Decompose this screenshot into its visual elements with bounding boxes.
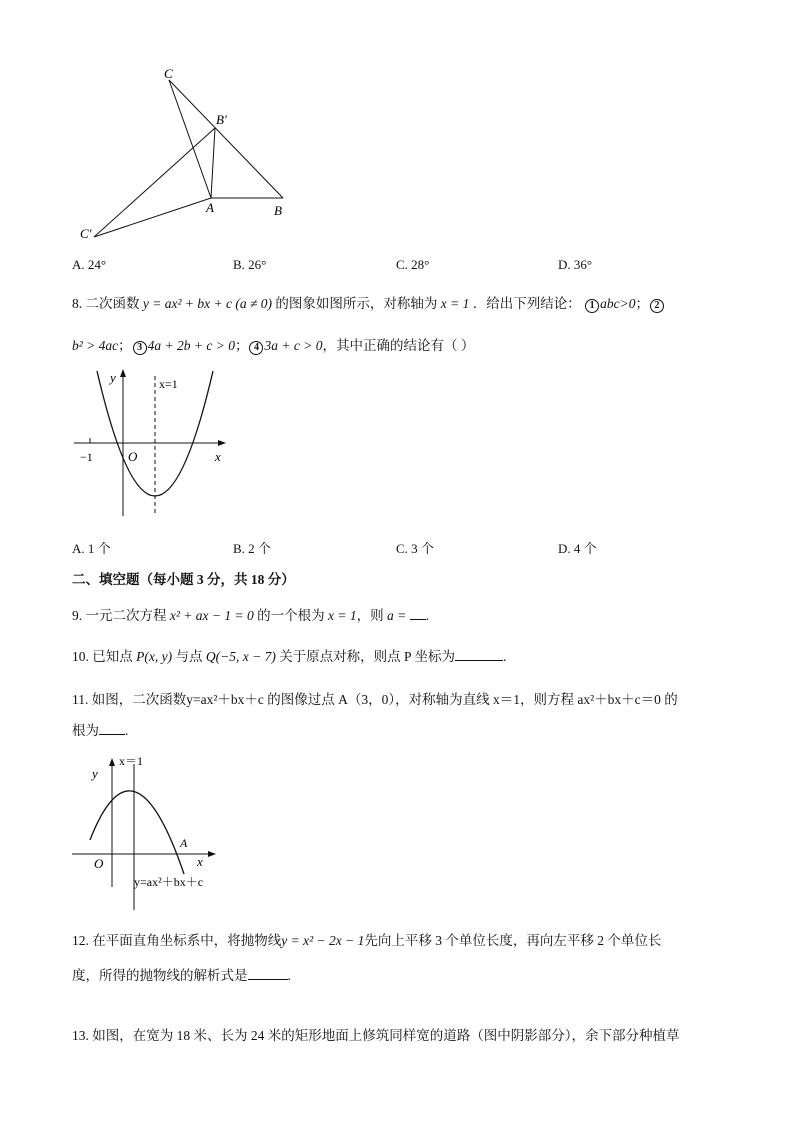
label-neg1: −1 — [80, 450, 93, 464]
q10-number: 10. — [72, 649, 89, 664]
q8-option-d[interactable]: D. 4 个 — [558, 541, 597, 556]
q12-text2: 度，所得的抛物线的解析式是 — [72, 968, 248, 983]
section-fill-in-blank-heading: 二、填空题（每小题 3 分，共 18 分） — [72, 572, 295, 587]
q9-text2: 的一个根为 — [257, 608, 325, 623]
q9-text3: ，则 — [356, 608, 384, 623]
q8-option-a[interactable]: A. 1 个 — [72, 541, 111, 556]
y-axis-arrow — [109, 758, 115, 766]
q8-text-mid: 的图象如图所示，对称轴为 — [275, 296, 438, 311]
segment-cprime-bprime — [94, 128, 215, 237]
conclusion-3-mark: 3 — [133, 341, 147, 355]
q10-end: . — [502, 649, 507, 664]
q8-option-b[interactable]: B. 2 个 — [233, 541, 271, 556]
q7-option-b[interactable]: B. 26° — [233, 257, 267, 272]
label-b: B — [274, 203, 282, 218]
label-origin: O — [94, 856, 104, 871]
q10-point-q: Q(−5, x − 7) — [205, 649, 276, 664]
q10-text1: 已知点 — [92, 649, 133, 664]
label-x1: x＝1 — [119, 754, 144, 768]
q8-line1: 8. 二次函数 y = ax² + bx + c (a ≠ 0) 的图象如图所示，对称轴为 x = 1 ．给出下列结论： 1 abc>0； 2 — [72, 292, 665, 313]
q10-text3: 关于原点对称，则点 P 坐标为 — [279, 649, 455, 664]
q8-function: y = ax² + bx + c (a ≠ 0) — [142, 296, 272, 311]
q8-text-start: 二次函数 — [85, 296, 140, 311]
conclusion-2-mark: 2 — [650, 299, 664, 313]
conclusion-2: b² > 4ac — [72, 338, 119, 353]
segment-c-b — [169, 80, 283, 198]
segment-cprime-a — [94, 198, 211, 237]
q9-root: x = 1 — [328, 608, 357, 623]
y-axis-arrow — [120, 369, 126, 377]
label-x1: x=1 — [159, 377, 178, 391]
q9-var: a = — [386, 608, 407, 623]
conclusion-1: abc>0 — [600, 296, 636, 311]
parabola-figure-q8 — [70, 366, 235, 521]
q9-equation: x² + ax − 1 = 0 — [169, 608, 254, 623]
label-x: x — [197, 854, 203, 869]
label-y: y — [92, 766, 98, 781]
q12-text1a: 在平面直角坐标系中，将抛物线 — [92, 933, 282, 948]
q7-option-d[interactable]: D. 36° — [558, 257, 593, 272]
q11-answer-blank[interactable] — [99, 722, 125, 735]
q12-end: . — [287, 968, 291, 983]
label-a: A — [206, 200, 214, 215]
label-a: A — [180, 836, 188, 850]
q8-number: 8. — [72, 296, 83, 311]
q11-text2: 根为 — [72, 723, 99, 738]
q8-line2: b² > 4ac； 3 4a + 2b + c > 0； 4 3a + c > 0，其中正确的结论有（ ） — [72, 338, 475, 353]
q11-end: . — [125, 723, 129, 738]
q12-number: 12. — [72, 933, 89, 948]
q8-axis: x = 1 — [440, 296, 470, 311]
conclusion-4: 3a + c > 0 — [264, 338, 323, 353]
label-b-prime: B′ — [216, 112, 227, 127]
q10-point-p: P(x, y) — [136, 649, 173, 664]
x-axis-arrow — [218, 440, 226, 446]
q7-option-c[interactable]: C. 28° — [396, 257, 430, 272]
q7-option-a[interactable]: A. 24° — [72, 257, 107, 272]
q12-equation: y = x² − 2x − 1 — [281, 933, 365, 948]
label-c: C — [164, 66, 173, 81]
q8-option-c[interactable]: C. 3 个 — [396, 541, 434, 556]
triangle-rotation-figure — [70, 60, 300, 250]
q11-number: 11. — [72, 692, 89, 707]
q9-answer-blank[interactable] — [410, 607, 426, 620]
segment-a-bprime — [211, 128, 215, 198]
q11-text: 如图，二次函数y=ax²＋bx＋c 的图像过点 A（3，0），对称轴为直线 x＝1，则方程 ax²＋bx＋c＝0 的 — [91, 692, 678, 707]
q8-text-end: ．给出下列结论： — [472, 296, 581, 311]
q12-line1 — [72, 929, 661, 949]
q9-text1: 一元二次方程 — [85, 608, 167, 623]
label-y: y — [110, 370, 116, 385]
q11-line2 — [72, 719, 128, 739]
parabola-curve — [90, 791, 184, 874]
q10-answer-blank[interactable] — [455, 648, 503, 661]
q10-text2: 与点 — [175, 649, 203, 664]
q8-tail: ，其中正确的结论有（ ） — [322, 338, 475, 353]
conclusion-4-mark: 4 — [249, 341, 263, 355]
conclusion-3: 4a + 2b + c > 0 — [147, 338, 235, 353]
segment-c-a — [169, 80, 211, 198]
q9-number: 9. — [72, 608, 83, 623]
label-origin: O — [128, 449, 138, 464]
q9-line — [72, 604, 429, 624]
q10-line — [72, 645, 506, 665]
q11-line1 — [72, 688, 678, 708]
x-axis-arrow — [208, 851, 216, 857]
label-function: y=ax²＋bx＋c — [134, 875, 204, 889]
q12-text1b: 先向上平移 3 个单位长度，再向左平移 2 个单位长 — [364, 933, 662, 948]
q12-answer-blank[interactable] — [248, 967, 288, 980]
q13-text: 如图，在宽为 18 米、长为 24 米的矩形地面上修筑同样宽的道路（图中阴影部分），余下部分种植草 — [92, 1028, 680, 1043]
q9-end: . — [425, 608, 429, 623]
q13-number: 13. — [72, 1028, 89, 1043]
label-x: x — [215, 449, 221, 464]
q12-line2 — [72, 964, 291, 984]
parabola-figure-q11 — [70, 752, 240, 912]
label-c-prime: C′ — [80, 226, 92, 241]
q13-line1 — [72, 1024, 680, 1044]
conclusion-1-mark: 1 — [585, 299, 599, 313]
